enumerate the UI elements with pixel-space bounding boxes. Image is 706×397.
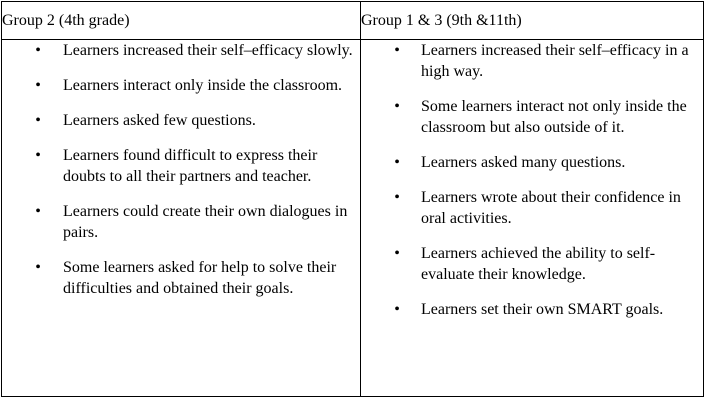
list-item-text: Learners asked few questions.	[63, 112, 256, 129]
content-row	[2, 40, 704, 397]
bullet-icon: •	[35, 203, 41, 220]
group-1-3-cell	[361, 40, 704, 397]
list-item	[361, 40, 703, 82]
list-item-text: Learners could create their own dialogues in pairs.	[63, 203, 348, 241]
list-item	[2, 145, 360, 187]
list-item-text: Learners asked many questions.	[421, 154, 626, 171]
list-item-text: Learners increased their self–efficacy slowly.	[63, 42, 353, 59]
bullet-icon: •	[35, 112, 41, 129]
list-item-text: Learners increased their self–efficacy in a high way.	[421, 42, 689, 80]
comparison-table	[1, 1, 704, 397]
list-item-text: Learners achieved the ability to self-evaluate their knowledge.	[421, 245, 656, 283]
header-group-2: Group 2 (4th grade)	[2, 2, 361, 40]
list-item	[2, 257, 360, 299]
bullet-icon: •	[394, 245, 400, 262]
header-group-1-3: Group 1 & 3 (9th &11th)	[361, 2, 704, 40]
bullet-icon: •	[394, 42, 400, 59]
group-2-cell	[2, 40, 361, 397]
list-item-text: Learners found difficult to express their doubts to all their partners and teacher.	[63, 147, 318, 185]
bullet-icon: •	[394, 189, 400, 206]
list-item	[2, 40, 360, 61]
list-item	[2, 201, 360, 243]
list-item	[361, 299, 703, 320]
bullet-icon: •	[35, 77, 41, 94]
list-item	[2, 75, 360, 96]
bullet-icon: •	[35, 259, 41, 276]
bullet-icon: •	[35, 42, 41, 59]
group-2-list	[2, 40, 360, 299]
header-row	[2, 2, 704, 40]
list-item-text: Learners wrote about their confidence in oral activities.	[421, 189, 681, 227]
list-item-text: Learners set their own SMART goals.	[421, 301, 664, 318]
bullet-icon: •	[394, 154, 400, 171]
bullet-icon: •	[394, 301, 400, 318]
group-1-3-list	[361, 40, 703, 320]
bullet-icon: •	[35, 147, 41, 164]
bullet-icon: •	[394, 98, 400, 115]
list-item-text: Some learners interact not only inside the classroom but also outside of it.	[421, 98, 687, 136]
list-item	[361, 243, 703, 285]
list-item	[361, 96, 703, 138]
list-item	[361, 152, 703, 173]
list-item	[361, 187, 703, 229]
list-item-text: Some learners asked for help to solve their difficulties and obtained their goals.	[63, 259, 337, 297]
list-item	[2, 110, 360, 131]
list-item-text: Learners interact only inside the classroom.	[63, 77, 343, 94]
